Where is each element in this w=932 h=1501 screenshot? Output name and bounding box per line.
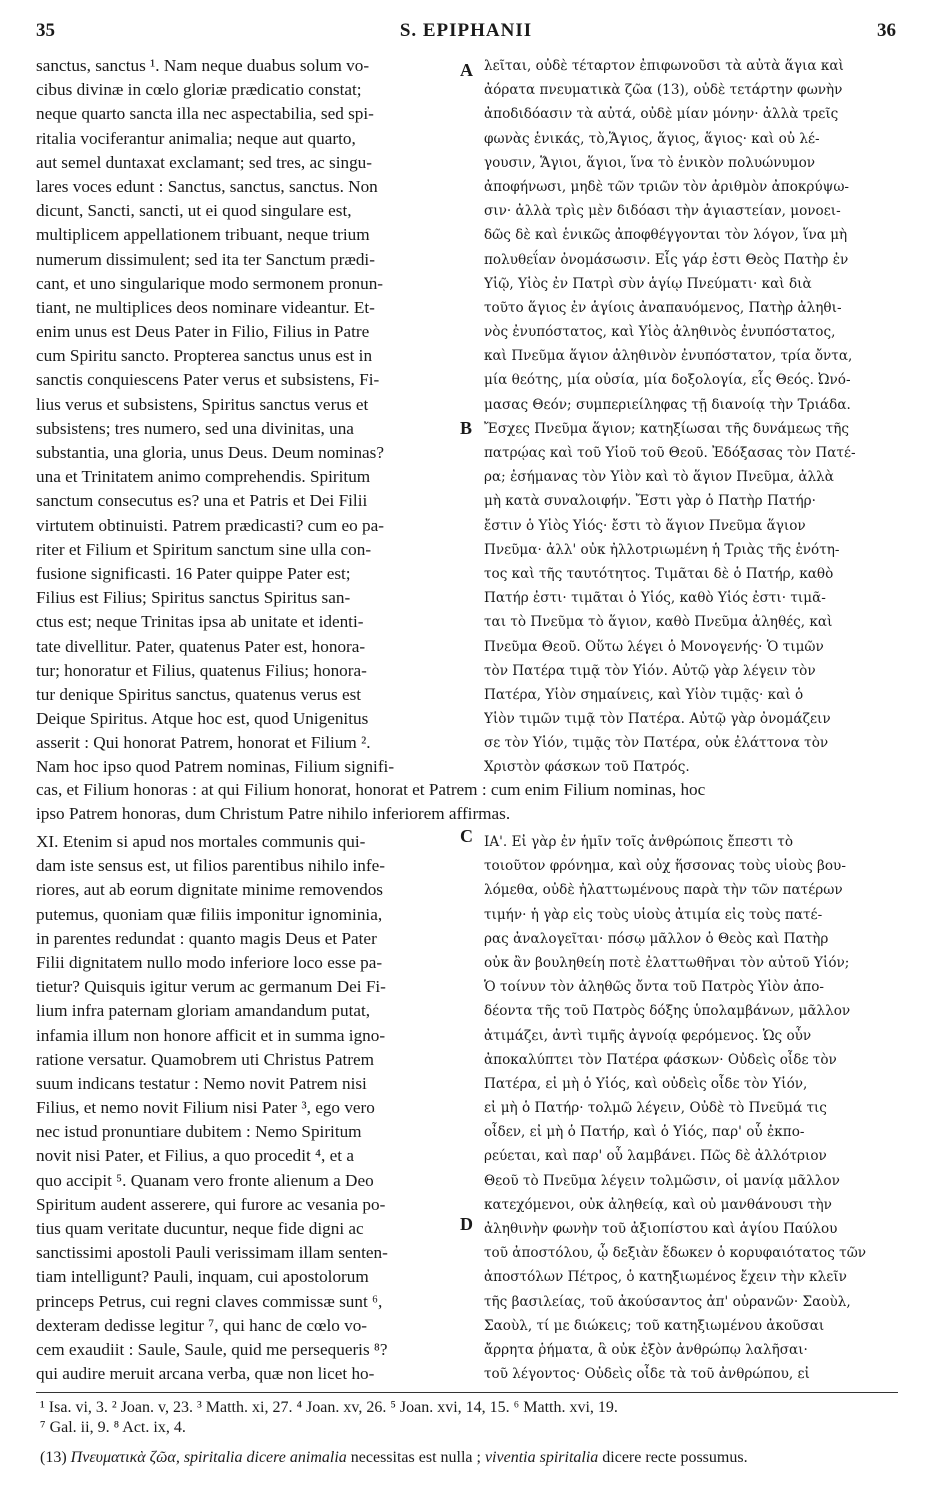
greek-line: Υἱὸν τιμῶν τιμᾷ τὸν Πατέρα. Αὐτῷ γὰρ ὀνομάζειν xyxy=(484,711,831,728)
latin-line: sanctissimi apostoli Pauli verissimam illam senten- xyxy=(36,1243,388,1263)
latin-line: asserit : Qui honorat Patrem, honorat et Filium ². xyxy=(36,733,371,753)
latin-line: cant, et uno singularique modo sermonem pronun- xyxy=(36,273,384,293)
page-title: S. EPIPHANII xyxy=(399,20,533,41)
greek-line: λεῖται, οὐδὲ τέταρτον ἐπιφωνοῦσι τὰ αὐτὰ ἅγια καὶ xyxy=(484,58,844,74)
greek-line: νὸς ἐνυπόστατος, καὶ Υἱὸς ἀληθινὸς ἐνυπόστατος, xyxy=(484,324,836,341)
greek-line: τῆς βασιλείας, τοῦ ἀκούσαντος ἀπ' οὐρανῶν· Σαοὺλ, xyxy=(484,1293,851,1310)
greek-line: τος καὶ τῆς ταυτότητος. Τιμᾶται δὲ ὁ Πατήρ, καθὸ xyxy=(484,565,834,582)
greek-line: καὶ Πνεῦμα ἅγιον ἀληθινὸν ἐνυπόστατον, τρία ὄντα, xyxy=(484,348,853,365)
greek-line: δέοντα τῆς τοῦ Πατρὸς δόξης ὑπολαμβάνων, μᾶλλον xyxy=(484,1003,851,1020)
latin-column-bottom xyxy=(36,830,456,1386)
section-marker-c: C xyxy=(460,826,473,846)
greek-line: ἀτιμάζει, ἀντὶ τιμῆς ἀγνοίᾳ φερόμενος. Ὡς οὖν xyxy=(484,1027,812,1044)
latin-line: enim unus est Deus Pater in Filio, Filius in Patre xyxy=(36,322,370,342)
latin-line: multiplicem appellationem tribuant, neque trium xyxy=(36,225,370,245)
latin-line: XI. Etenim si apud nos mortales communis qui- xyxy=(36,832,366,851)
greek-line: ἀόρατα πνευματικὰ ζῶα (13), οὐδὲ τετάρτην φωνὴν xyxy=(484,82,843,99)
latin-line: cem exaudiit : Saule, Saule, quid me persequeris ⁸? xyxy=(36,1339,388,1359)
greek-line: τοιοῦτον φρόνημα, καὶ οὐχ ἥσσονας τοὺς υἱοὺς βου- xyxy=(484,858,846,875)
greek-line: μία θεότης, μία οὐσία, μία δοξολογία, εἷς Θεός. Ὠνό- xyxy=(484,372,851,389)
greek-line: ἀποφήνωσι, μηδὲ τῶν τριῶν τὸν ἀριθμὸν ἀποκρύψω- xyxy=(484,178,850,195)
greek-line: ἀποδιδόασιν τὰ αὐτά, οὐδὲ μίαν μόνην· ἀλλὰ τρεῖς xyxy=(484,106,839,123)
latin-line: virtutem obtinuisti. Patrem prædicasti? cum eo pa- xyxy=(36,515,384,535)
latin-line: subsistens; tres numero, sed una divinitas, una xyxy=(36,418,354,438)
spanning-line-2: ipso Patrem honoras, dum Christum Patre nihilo inferiorem affirmas. xyxy=(36,804,511,823)
latin-line: Filius, et nemo novit Filium nisi Pater ³, ego vero xyxy=(36,1098,375,1118)
latin-line: una et Trinitatem animo comprehendis. Spiritum xyxy=(36,467,371,487)
greek-line: τοῦτο ἅγιος ἐν ἁγίοις ἀναπαυόμενος, Πατὴρ ἀληθι- xyxy=(484,299,842,316)
greek-line: τὸν Πατέρα τιμᾷ τὸν Υἱόν. Αὐτῷ γὰρ λέγειν τὸν xyxy=(484,662,816,679)
latin-line: nec istud pronuntiare dubitem : Nemo Spiritum xyxy=(36,1122,362,1142)
latin-line: neque quarto sancta illa nec aspectabilia, sed spi- xyxy=(36,104,374,124)
latin-line: novit nisi Pater, et Filius, a quo procedit ⁴, et a xyxy=(36,1146,354,1166)
latin-line: ritalia vociferantur animalia; neque aut quarto, xyxy=(36,128,356,148)
latin-line: riores, aut ab eorum dignitate minime removendos xyxy=(36,880,383,900)
latin-line: tur denique Spiritus sanctus, quatenus verus est xyxy=(36,684,362,704)
latin-line: suum indicans testatur : Nemo novit Patrem nisi xyxy=(36,1073,367,1093)
greek-line: Χριστὸν φάσκων τοῦ Πατρός. xyxy=(484,759,690,776)
latin-line: tietur? Quisquis igitur verum ac germanum Dei Fi- xyxy=(36,977,386,997)
greek-line: τοῦ λέγοντος· Οὐδεὶς οἶδε τὰ τοῦ ἀνθρώπου, εἰ xyxy=(484,1366,810,1383)
latin-line: sanctis conquiescens Pater verus et subsistens, Fi- xyxy=(36,370,380,390)
greek-line: πατρῴας καὶ τοῦ Υἱοῦ τοῦ Θεοῦ. Ἐδόξασας τὸν Πατέ- xyxy=(484,445,856,461)
latin-line: dexteram dedisse legitur ⁷, qui hanc de cœlo vo- xyxy=(36,1315,368,1335)
greek-line: μὴ κατὰ συναλοιφήν. Ἔστι γὰρ ὁ Πατὴρ Πατήρ· xyxy=(484,493,816,510)
footnote-line-2: ⁷ Gal. ii, 9. ⁸ Act. ix, 4. xyxy=(40,1419,186,1436)
page-number-right: 36 xyxy=(877,20,896,41)
note-text-1: spiritalia dicere xyxy=(183,1449,286,1466)
note-italic-1: animalia xyxy=(289,1449,347,1466)
greek-line: Πνεῦμα Θεοῦ. Οὕτω λέγει ὁ Μονογενής· Ὁ τιμῶν xyxy=(484,638,824,655)
greek-line: ρεύεται, καὶ παρ' οὗ λαμβάνει. Πῶς δὲ ἀλλότριον xyxy=(484,1148,827,1165)
greek-line: ρα; ἐσήμανας τὸν Υἱὸν καὶ τὸ ἅγιον Πνεῦμα, ἀλλὰ xyxy=(484,469,834,486)
latin-line: tiam intelligunt? Pauli, inquam, cui apostolorum xyxy=(36,1267,369,1287)
latin-line: ctus est; neque Trinitas ipsa ab unitate et identi- xyxy=(36,612,364,632)
latin-line: dicunt, Sancti, sancti, ut ei quod singulare est, xyxy=(36,201,352,221)
greek-line: Υἱῷ, Υἱὸς ἐν Πατρὶ σὺν ἁγίῳ Πνεύματι· καὶ διὰ xyxy=(484,275,812,292)
section-marker-d: D xyxy=(460,1214,473,1234)
latin-line: Spiritum audent asserere, qui furore ac vesania po- xyxy=(36,1194,386,1214)
latin-line: in parentes redundat : quanto magis Deus et Pater xyxy=(36,928,377,948)
latin-line: substantia, una gloria, unus Deus. Deum nominas? xyxy=(36,443,384,462)
greek-column-bottom xyxy=(484,830,898,1386)
greek-line: Θεοῦ τὸ Πνεῦμα λέγειν τολμῶσιν, οἱ μανίᾳ μᾶλλον xyxy=(484,1172,840,1189)
latin-line: lares voces edunt : Sanctus, sanctus, sanctus. Non xyxy=(36,176,378,196)
greek-line: ρας ἀναλογεῖται· πόσῳ μᾶλλον ὁ Θεὸς καὶ Πατὴρ xyxy=(484,930,829,947)
greek-line: Πατήρ ἐστι· τιμᾶται ὁ Υἱός, καθὸ Υἱός ἐστι· τιμᾶ- xyxy=(484,590,826,607)
footnote-rule xyxy=(36,1392,898,1393)
section-marker-b: B xyxy=(460,418,473,438)
greek-line: ται τὸ Πνεῦμα τὸ ἅγιον, καθὸ Πνεῦμα ἀληθές, καὶ xyxy=(484,614,833,631)
greek-line: τοῦ ἀποστόλου, ᾧ δεξιὰν ἔδωκεν ὁ κορυφαιότατος τῶν xyxy=(484,1245,867,1262)
greek-line: ἀληθινὴν φωνὴν τοῦ ἀξιοπίστου καὶ ἁγίου Παύλου xyxy=(484,1221,838,1237)
footnote-line-1: ¹ Isa. vi, 3. ² Joan. v, 23. ³ Matth. xi, 27. ⁴ Joan. xv, 26. ⁵ Joan. xvi, 14, 15. ⁶ Matth. xvi, 19. xyxy=(40,1399,618,1416)
latin-line: princeps Petrus, cui regni claves commissæ sunt ⁶, xyxy=(36,1291,383,1311)
greek-line: φωνὰς ἑνικάς, τὸ,Ἅγιος, ἅγιος, ἅγιος· καὶ οὐ λέ- xyxy=(484,130,820,147)
greek-line: ἄρρητα ῥήματα, ἃ οὐκ ἐξὸν ἀνθρώπῳ λαλῆσαι· xyxy=(484,1341,808,1358)
latin-line: cibus divinæ in cœlo gloriæ prædicatio constat; xyxy=(36,80,362,100)
latin-line: Deique Spiritus. Atque hoc est, quod Unigenitus xyxy=(36,709,369,729)
spanning-line-1: cas, et Filium honoras : at qui Filium honorat, honorat et Patrem : cum enim Filium nominas, hoc xyxy=(36,780,706,799)
latin-line: Filii dignitatem nullo modo inferiore loco esse pa- xyxy=(36,952,383,972)
greek-line: σε τὸν Υἱόν, τιμᾷς τὸν Πατέρα, οὐκ ἐλάττονα τὸν xyxy=(484,735,829,752)
editor-note xyxy=(40,1448,896,1468)
latin-line: tiant, ne multiplices deos nominare videantur. Et- xyxy=(36,297,375,317)
section-marker-a: A xyxy=(460,60,473,80)
latin-column-top xyxy=(36,54,456,780)
latin-line: tate divellitur. Pater, quatenus Pater est, honora- xyxy=(36,636,366,656)
latin-line: Nam hoc ipso quod Patrem nominas, Filium signifi- xyxy=(36,757,395,777)
greek-line: λόμεθα, οὐδὲ ἠλαττωμένους παρὰ τὴν τῶν πατέρων xyxy=(484,882,843,899)
latin-line: qui audire meruit arcana verba, quæ non licet ho- xyxy=(36,1364,375,1384)
latin-line: lius verus et subsistens, Spiritus sanctus verus et xyxy=(36,394,369,414)
greek-column-top xyxy=(484,54,898,780)
latin-line: ratione versatur. Quamobrem uti Christus Patrem xyxy=(36,1049,374,1069)
note-greek: Πνευματικὰ ζῶα, xyxy=(70,1449,180,1466)
latin-line: riter et Filium et Spiritum sanctum sine ulla con- xyxy=(36,539,372,559)
greek-line: Πατέρα, Υἱὸν σημαίνεις, καὶ Υἱὸν τιμᾷς· καὶ ὁ xyxy=(484,686,804,703)
greek-line: Πνεῦμα· ἀλλ' οὐκ ἠλλοτριωμένη ἡ Τριὰς τῆς ἑνότη- xyxy=(484,541,840,558)
latin-line: fusione significasti. 16 Pater quippe Pater est; xyxy=(36,563,351,583)
page-number-left: 35 xyxy=(36,20,55,41)
greek-line: ἔστιν ὁ Υἱὸς Υἱός· ἔστι τὸ ἅγιον Πνεῦμα ἅγιον xyxy=(484,517,806,534)
greek-line: γουσιν, Ἅγιοι, ἅγιοι, ἵνα τὸ ἑνικὸν πολυώνυμον xyxy=(484,154,816,171)
greek-line: ἀποκαλύπτει τὸν Πατέρα φάσκων· Οὐδεὶς οἶδε τὸν xyxy=(484,1051,837,1068)
latin-line: sanctus, sanctus ¹. Nam neque duabus solum vo- xyxy=(36,56,370,75)
latin-line: dam iste sensus est, ut filios parentibus nihilo infe- xyxy=(36,856,385,876)
greek-line: οὐκ ἂν βουληθείη ποτὲ ἐλαττωθῆναι τὸν αὐτοῦ Υἱόν; xyxy=(484,954,850,971)
latin-line: tur; honoratur et Filius, quatenus Filius; honora- xyxy=(36,660,367,680)
greek-line: οἶδεν, εἰ μὴ ὁ Πατήρ, καὶ ὁ Υἱός, παρ' οὗ ἐκπο- xyxy=(484,1124,805,1141)
latin-line: cum Spiritu sancto. Propterea sanctus unus est in xyxy=(36,346,373,366)
latin-line: lium infra paternam gloriam amandandum putat, xyxy=(36,1001,371,1021)
greek-line: εἰ μὴ ὁ Πατήρ· τολμῶ λέγειν, Οὐδὲ τὸ Πνεῦμά τις xyxy=(484,1100,827,1117)
note-text-3: dicere recte possumus. xyxy=(602,1449,748,1466)
latin-line: aut semel duntaxat exclamant; sed tres, ac singu- xyxy=(36,152,372,172)
note-number: (13) xyxy=(40,1449,67,1466)
note-italic-2: viventia spiritalia xyxy=(484,1449,599,1466)
latin-line: putemus, quoniam quæ filiis imponitur ignominia, xyxy=(36,904,383,924)
greek-line: Ἔσχες Πνεῦμα ἅγιον; κατηξίωσαι τῆς δυνάμεως τῆς xyxy=(484,420,849,437)
greek-line: μασας Θεόν; συμπεριείληφας τῇ διανοίᾳ τὴν Τριάδα. xyxy=(484,396,851,413)
greek-line: Ὁ τοίνυν τὸν ἀληθῶς ὄντα τοῦ Πατρὸς Υἱὸν ἀπο- xyxy=(484,979,824,996)
greek-line: τιμήν· ἡ γὰρ εἰς τοὺς υἱοὺς ἀτιμία εἰς τοὺς πατέ- xyxy=(484,906,823,923)
greek-line: δῶς δὲ καὶ ἑνικῶς ἀποφθέγγονται τὸν λόγον, ἵνα μὴ xyxy=(484,227,848,244)
greek-line: ἀποστόλων Πέτρος, ὁ κατηξιωμένος ἔχειν τὴν κλεῖν xyxy=(484,1269,847,1286)
latin-line: infamia illum non honore afficit et in summa igno- xyxy=(36,1025,386,1045)
greek-line: σιν· ἀλλὰ τρὶς μὲν διδόασι τὴν ἁγιαστείαν, μονοει- xyxy=(484,203,841,220)
greek-line: ΙΑ'. Εἰ γὰρ ἐν ἡμῖν τοῖς ἀνθρώποις ἔπεστι τὸ xyxy=(484,834,794,850)
latin-line: quo accipit ⁵. Quanam vero fronte alienum a Deo xyxy=(36,1170,374,1190)
greek-line: κατεχόμενοι, οὐκ ἀληθείᾳ, καὶ οὐ μανθάνουσι τὴν xyxy=(484,1196,832,1213)
greek-line: Σαοὺλ, τί με διώκεις; τοῦ κατηξιωμένου ἀκοῦσαι xyxy=(484,1317,825,1334)
latin-line: tius quam veritate ducuntur, neque fide digni ac xyxy=(36,1219,364,1238)
latin-line: sanctum consecutus es? una et Patris et Dei Filii xyxy=(36,491,368,511)
latin-line: Filius est Filius; Spiritus sanctus Spiritus san- xyxy=(36,588,351,608)
note-text-2: necessitas est nulla ; xyxy=(350,1449,481,1466)
greek-line: Πατέρα, εἰ μὴ ὁ Υἱός, καὶ οὐδεὶς οἶδε τὸν Υἱόν, xyxy=(484,1075,808,1092)
greek-line: πολυθεΐαν ὀνομάσωσιν. Εἷς γάρ ἐστι Θεὸς Πατὴρ ἐν xyxy=(484,251,849,268)
latin-line: numerum dissimulent; sed ita ter Sanctum prædi- xyxy=(36,249,375,269)
